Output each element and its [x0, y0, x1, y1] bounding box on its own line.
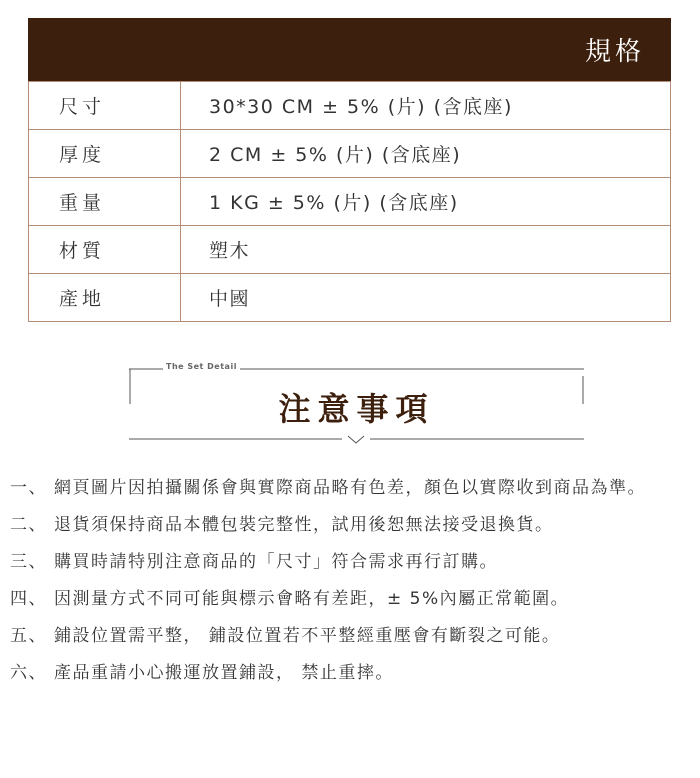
spec-label-material: 材質 [29, 226, 181, 274]
spec-row [29, 130, 671, 178]
spec-value-thickness: 2 CM ± 5% (片) (含底座) [181, 130, 671, 178]
note-text: 產品重請小心搬運放置鋪設， 禁止重摔。 [54, 663, 394, 683]
spec-value-size: 30*30 CM ± 5% (片) (含底座) [181, 82, 671, 130]
note-number: 五、 [10, 626, 47, 646]
notes-title: 注意事項 [278, 390, 435, 428]
note-number: 三、 [10, 552, 47, 572]
note-text: 網頁圖片因拍攝關係會與實際商品略有色差，顏色以實際收到商品為準。 [54, 478, 646, 498]
note-number: 六、 [10, 663, 47, 683]
note-item [10, 655, 695, 692]
notes-list [10, 470, 695, 692]
spec-title: 規格 [584, 37, 645, 67]
note-text: 退貨須保持商品本體包裝完整性，試用後恕無法接受退換貨。 [54, 515, 554, 535]
detail-heading [129, 362, 584, 443]
note-item [10, 618, 695, 655]
spec-label-origin: 產地 [29, 274, 181, 322]
spec-label-thickness: 厚度 [29, 130, 181, 178]
spec-row [29, 178, 671, 226]
note-text: 購買時請特別注意商品的「尺寸」符合需求再行訂購。 [54, 552, 498, 572]
spec-row [29, 226, 671, 274]
note-item [10, 470, 695, 507]
note-number: 四、 [10, 589, 47, 609]
spec-value-weight: 1 KG ± 5% (片) (含底座) [181, 178, 671, 226]
spec-value-origin: 中國 [181, 274, 671, 322]
note-text: 因測量方式不同可能與標示會略有差距，± 5%內屬正常範圍。 [54, 589, 570, 609]
note-number: 一、 [10, 478, 47, 498]
note-item [10, 507, 695, 544]
detail-caption: The Set Detail [163, 362, 240, 371]
spec-row [29, 274, 671, 322]
spec-row [29, 82, 671, 130]
note-text: 鋪設位置需平整， 鋪設位置若不平整經重壓會有斷裂之可能。 [54, 626, 561, 646]
note-item [10, 581, 695, 618]
spec-label-weight: 重量 [29, 178, 181, 226]
note-item [10, 544, 695, 581]
chevron-down-icon [348, 436, 364, 443]
spec-table [28, 81, 671, 322]
note-number: 二、 [10, 515, 47, 535]
spec-label-size: 尺寸 [29, 82, 181, 130]
spec-value-material: 塑木 [181, 226, 671, 274]
spec-header [28, 18, 671, 81]
